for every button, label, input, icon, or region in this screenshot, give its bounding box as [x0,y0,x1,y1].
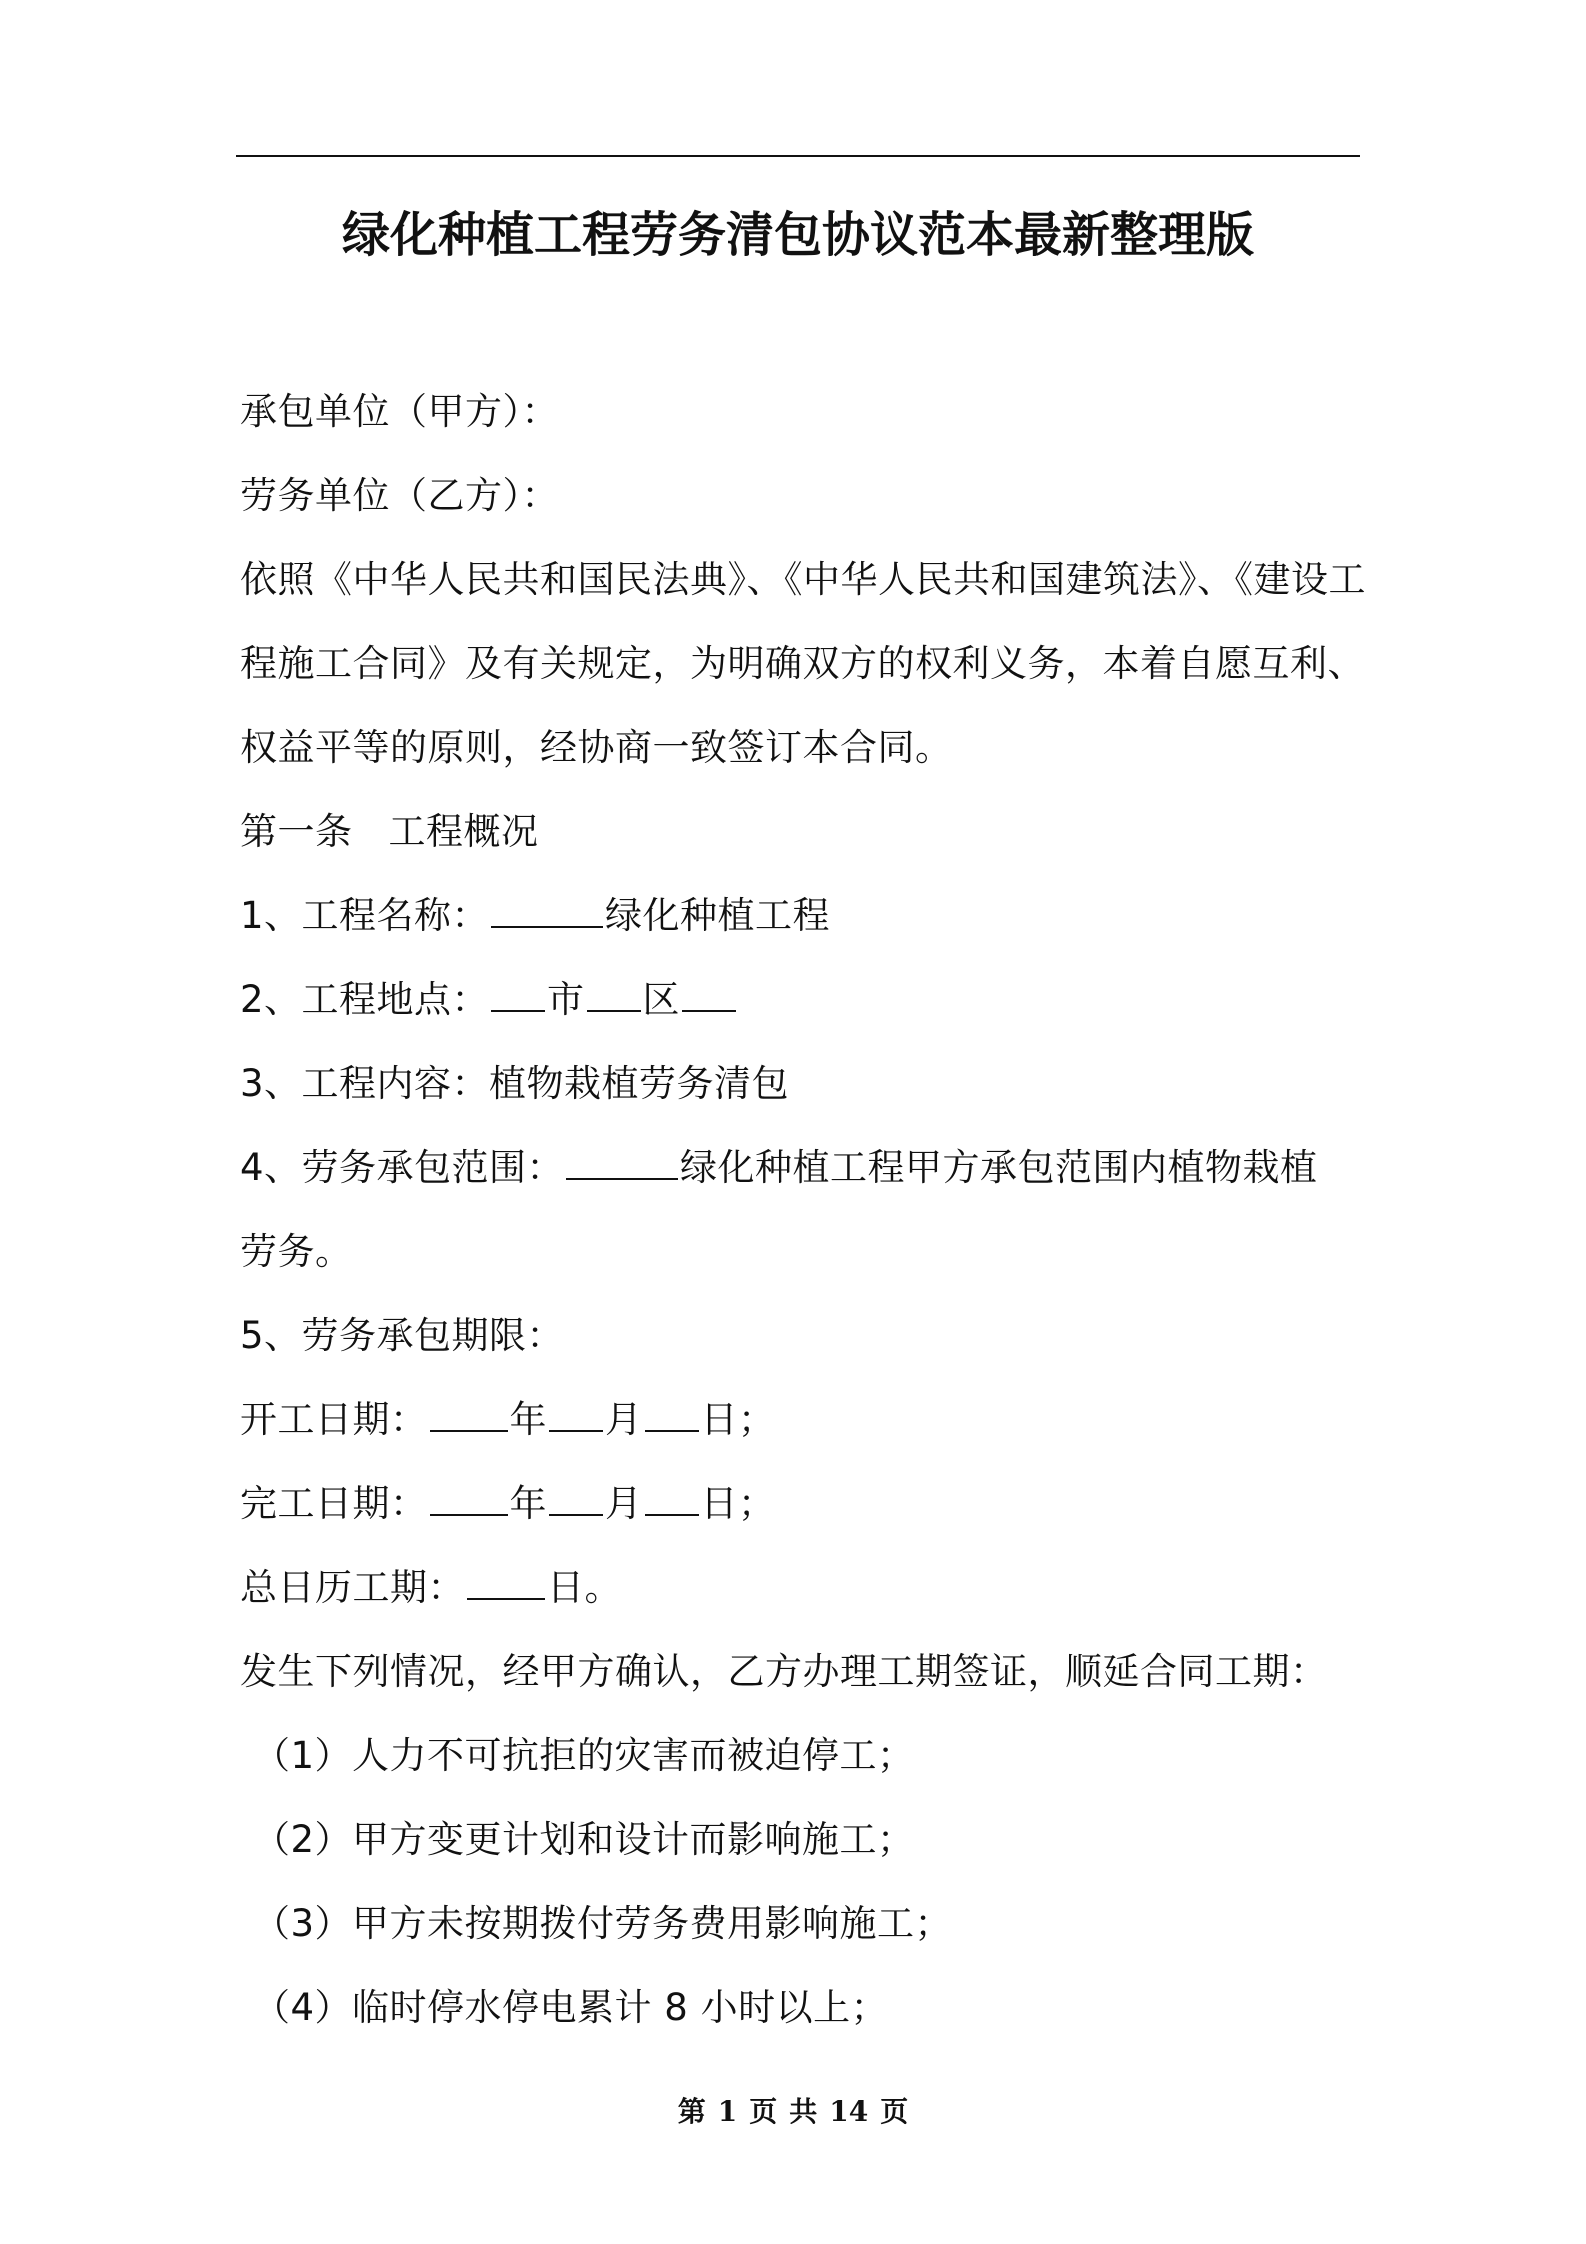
project-content-line: 3、工程内容：植物栽植劳务清包 [240,1062,790,1105]
total-word: 共 [789,2095,818,2128]
extension-intro-line: 发生下列情况，经甲方确认，乙方办理工期签证，顺延合同工期： [240,1650,1328,1693]
total-days-label: 总日历工期： [240,1566,465,1609]
labor-scope-continuation: 劳务。 [240,1230,353,1273]
city-label: 市 [547,978,585,1021]
extension-case-item: （3）甲方未按期拨付劳务费用影响施工； [253,1902,953,1945]
project-location-label: 2、工程地点： [240,978,490,1021]
month-label: 月 [605,1398,643,1441]
article-number: 第一条 [240,810,353,853]
project-name-label: 1、工程名称： [240,894,490,937]
total-days-line [240,1546,1360,1630]
document-title: 绿化种植工程劳务清包协议范本最新整理版 [341,207,1254,263]
start-date-label: 开工日期： [240,1398,428,1441]
page-number: 1 [717,2095,738,2128]
project-name-line [240,874,1360,958]
blank-line [430,1400,508,1432]
extension-case-item: （1）人力不可抗拒的灾害而被迫停工； [253,1734,915,1777]
extension-case-item: （2）甲方变更计划和设计而影响施工； [253,1818,915,1861]
start-date-line [240,1378,1360,1462]
labor-scope-text: 绿化种植工程甲方承包范围内植物栽植 [680,1146,1318,1189]
year-label: 年 [509,1398,547,1441]
party-b-line: 劳务单位（乙方）： [240,474,559,517]
blank-line [467,1568,545,1600]
blank-line [430,1484,508,1516]
page-footer [0,2092,1586,2132]
labor-scope-label: 4、劳务承包范围： [240,1146,565,1189]
blank-line [549,1484,603,1516]
month-label: 月 [605,1482,643,1525]
blank-line [587,980,641,1012]
blank-line [645,1400,699,1432]
article-title: 工程概况 [388,810,539,853]
extension-case-item: （4）临时停水停电累计 8 小时以上； [253,1986,889,2029]
end-date-label: 完工日期： [240,1482,428,1525]
blank-line [491,896,603,928]
day-label: 日； [700,1482,776,1525]
end-date-line [240,1462,1360,1546]
blank-line [549,1400,603,1432]
blank-line [491,980,545,1012]
total-pages: 14 [829,2095,869,2128]
page-unit: 页 [749,2095,778,2128]
preamble-line: 权益平等的原则，经协商一致签订本合同。 [240,726,953,769]
project-location-line [240,958,1360,1042]
labor-period-line: 5、劳务承包期限： [240,1314,565,1357]
total-days-unit: 日。 [547,1566,622,1609]
document-body [240,370,1366,2050]
preamble-line: 程施工合同》及有关规定，为明确双方的权利义务，本着自愿互利、 [240,642,1365,685]
project-name-text: 绿化种植工程 [605,894,831,937]
total-unit: 页 [880,2095,909,2128]
page-word: 第 [677,2095,706,2128]
blank-line [566,1148,678,1180]
labor-scope-line [240,1126,1360,1210]
year-label: 年 [509,1482,547,1525]
party-a-line: 承包单位（甲方）： [240,390,559,433]
district-label: 区 [642,978,681,1021]
day-label: 日； [700,1398,776,1441]
article-1-heading [240,790,1360,874]
blank-line [682,980,736,1012]
preamble-line: 依照《中华人民共和国民法典》、《中华人民共和国建筑法》、《建设工 [240,558,1366,601]
blank-line [645,1484,699,1516]
header-rule [236,155,1360,157]
